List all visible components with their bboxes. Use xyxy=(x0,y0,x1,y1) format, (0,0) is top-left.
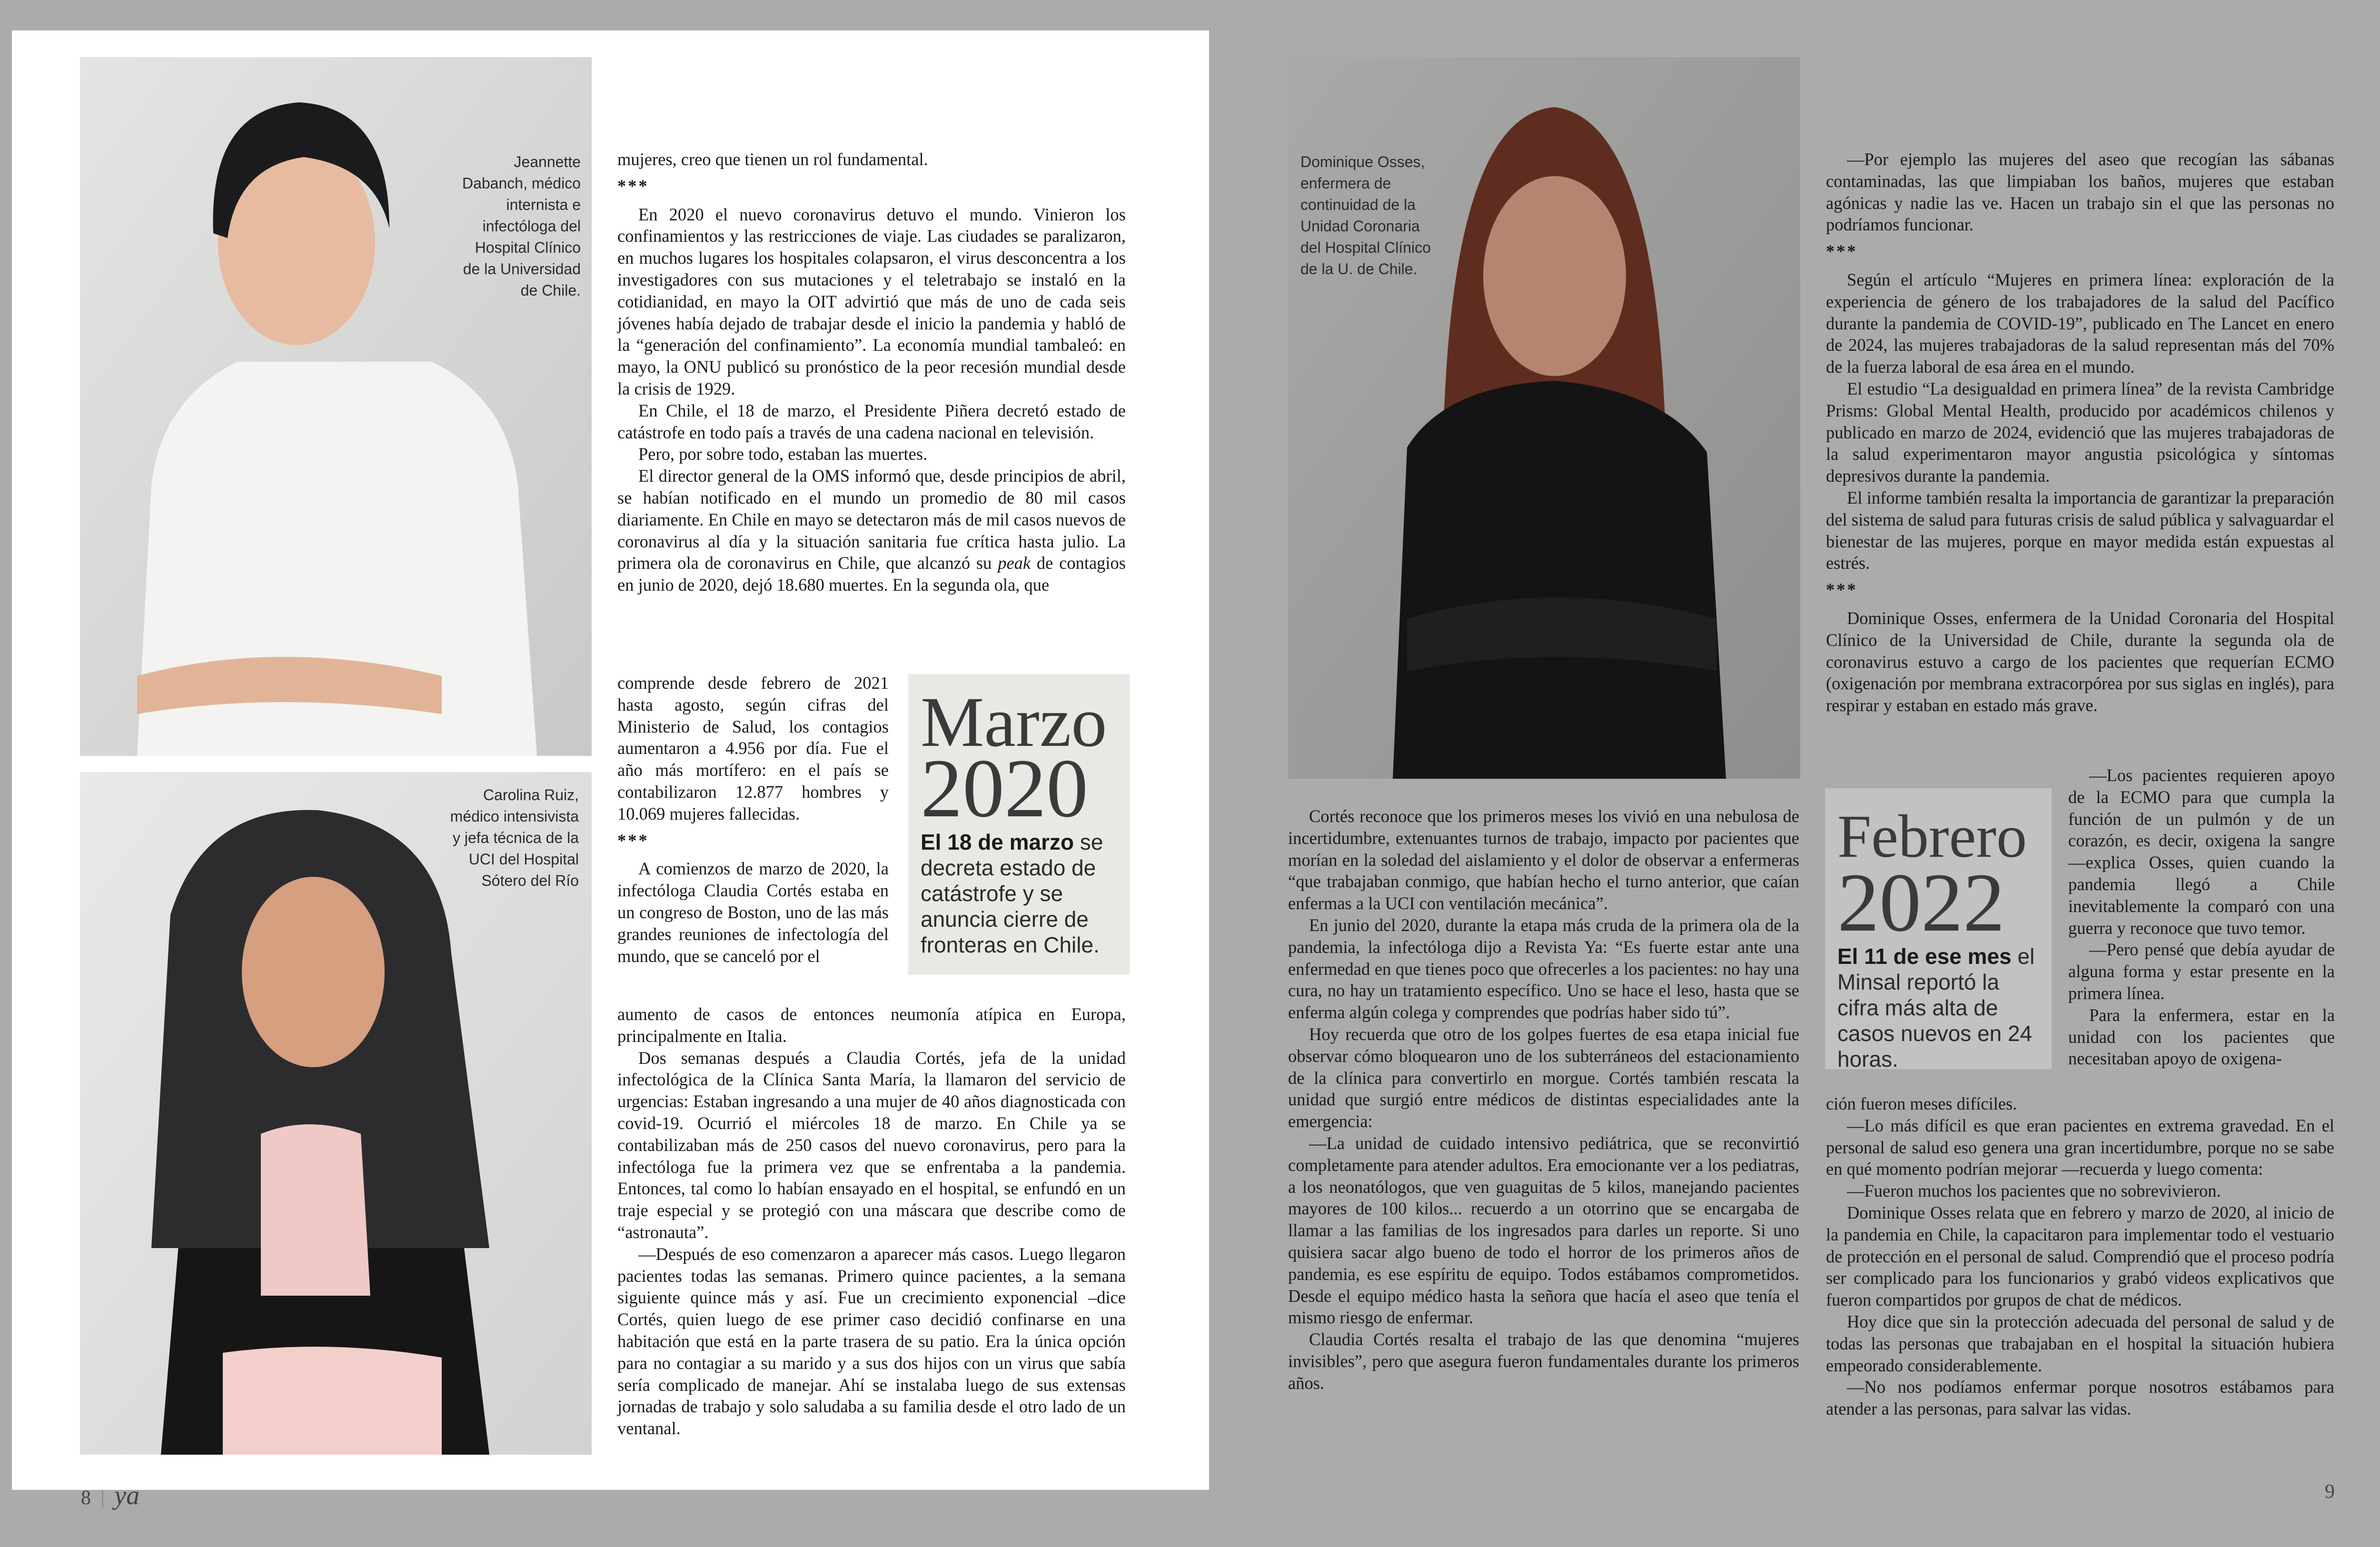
paragraph: Dos semanas después a Claudia Cortés, jefa de la unidad infectológica de la Clínica Santa María, la llamaron del servicio de urgencias: Estaban ingresando a una mujer de 40 años diagnosticada con covid-19. Ocurrió el miércoles 18 de marzo. En Chile ya se contabilizaban más de 250 casos del nuevo coronavirus, pero para la infectóloga fue la primera vez que se enfrentaba a la pandemia. Entonces, tal como lo habían ensayado en el hospital, se enfundó en un traje especial y se protegió con una máscara que describe como de “astronauta”. xyxy=(617,1048,1126,1242)
paragraph: Hoy dice que sin la protección adecuada del personal de salud y de todas las personas que trabajaban en el hospital la situación hubiera empeorado considerablemente. xyxy=(1826,1311,2334,1375)
paragraph: —Lo más difícil es que eran pacientes en extrema gravedad. En el personal de salud eso genera una gran incertidumbre, porque no se sabe en qué momento podrían mejorar —recuerda y luego comenta: xyxy=(1826,1115,2334,1179)
folio-separator: | xyxy=(100,1487,105,1509)
paragraph: Cortés reconoce que los primeros meses los vivió en una nebulosa de incertidumbre, extenuantes turnos de trabajo, impacto por pacientes que morían en la soledad del aislamiento y el dolor de observar a enfermeras “que trabajaban conmigo, que habían hecho el turno anterior, que caían enfermas a la UCI con ventilación mecánica”. xyxy=(1288,806,1799,913)
paragraph: A comienzos de marzo de 2020, la infectóloga Claudia Cortés estaba en un congreso de Boston, uno de las más grandes reuniones de infectología del mundo, que se canceló por el xyxy=(617,859,889,966)
callout-year: 2020 xyxy=(921,742,1088,835)
paragraph: Claudia Cortés resalta el trabajo de las que denomina “mujeres invisibles”, pero que asegura fueron fundamentales durante los primeros años. xyxy=(1288,1329,1799,1393)
paragraph: Dominique Osses relata que en febrero y marzo de 2020, al inicio de la pandemia en Chile, la capacitaron para implementar todo el vestuario de protección en el personal de salud. Comprendió que el proceso podría ser complicado para los funcionarios y grabó videos explicativos que fueron compartidos por grupos de chat de médicos. xyxy=(1826,1202,2334,1310)
folio-right xyxy=(2325,1480,2335,1503)
section-separator: *** xyxy=(617,830,649,850)
caption-right-photo: Dominique Osses, enfermera de continuidad de la Unidad Coronaria del Hospital Clínico de la U. de Chile. xyxy=(1300,153,1431,278)
callout-note: El 18 de marzo se decreta estado de catástrofe y se anuncia cierre de fronteras en Chile. xyxy=(921,830,1103,957)
right-body-column-2-bottom xyxy=(1826,1093,2334,1420)
left-body-column-bottom xyxy=(617,1003,1126,1439)
paragraph: aumento de casos de entonces neumonía atípica en Europa, principalmente en Italia. xyxy=(617,1004,1126,1046)
left-body-column-top xyxy=(617,149,1126,596)
magazine-logo: ya xyxy=(114,1481,140,1510)
callout-month: Febrero xyxy=(1837,803,2027,870)
paragraph: —Por ejemplo las mujeres del aseo que recogían las sábanas contaminadas, las que limpiaban los baños, mujeres que estaban agónicas y nadie las ve. Hacen un trabajo sin el que las personas no podríamos funcionar. xyxy=(1826,149,2334,235)
paragraph: El director general de la OMS informó que, desde principios de abril, se habían notificado en el mundo un promedio de 80 mil casos diariamente. En Chile en mayo se detectaron más de mil casos nuevos de coronavirus al día y la situación sanitaria fue crítica hasta julio. La primera ola de coronavirus en Chile, que alcanzó su peak de contagios en junio de 2020, dejó 18.680 muertes. En la segunda ola, que xyxy=(617,466,1126,595)
paragraph: Hoy recuerda que otro de los golpes fuertes de esa etapa inicial fue observar cómo bloquearon uno de los subterráneos del estacionamiento de la clínica para convertirlo en morgue. Cortés también rescata la unidad que surgió entre médicos de distintas especialidades ante la emergencia: xyxy=(1288,1024,1799,1131)
paragraph: Para la enfermera, estar en la unidad con los pacientes que necesitaban apoyo de oxigena- xyxy=(2068,1005,2335,1069)
callout-febrero-2022 xyxy=(1825,788,2052,1069)
paragraph: El informe también resalta la importancia de garantizar la preparación del sistema de salud para futuras crisis de salud pública y salvaguardar el bienestar de las mujeres, porque en mayor medida están expuestas al estrés. xyxy=(1826,487,2334,573)
paragraph: Dominique Osses, enfermera de la Unidad Coronaria del Hospital Clínico de la Universidad de Chile, durante la segunda ola de coronavirus estuvo a cargo de los pacientes que requerían ECMO (oxigenación por membrana extracorpórea por sus siglas en inglés), para respirar y estaban en estado más grave. xyxy=(1826,608,2334,715)
paragraph: comprende desde febrero de 2021 hasta agosto, según cifras del Ministerio de Salud, los contagios aumentaron a 4.956 por día. Fue el año más mortífero: en el país se contabilizaron 12.877 hombres y 10.069 mujeres fallecidas. xyxy=(617,673,889,823)
paragraph: —Los pacientes requieren apoyo de la ECMO para que cumpla la función de un pulmón y de un corazón, es decir, oxigena la sangre —explica Osses, quien cuando la pandemia llegó a Chile inevitablemente la comparó con una guerra y reconoce que tuvo temor. xyxy=(2068,765,2335,938)
callout-marzo-2020 xyxy=(908,674,1130,975)
caption-photo2: Carolina Ruiz, médico intensivista y jefa técnica de la UCI del Hospital Sótero del Río xyxy=(450,786,579,889)
section-separator: *** xyxy=(1826,580,1858,600)
paragraph: En 2020 el nuevo coronavirus detuvo el mundo. Vinieron los confinamientos y las restricciones de viaje. Las ciudades se paralizaron, en muchos lugares los hospitales colapsaron, el virus desconcentra a los investigadores con sus mutaciones y el teletrabajo se instaló en la cotidianidad, en mayo la OIT advirtió que más de uno de cada seis jóvenes había dejado de trabajar desde el inicio la pandemia y habló de la “generación del confinamiento”. La economía mundial tambaleó: en mayo, la ONU publicó su pronóstico de la peor recesión mundial desde la crisis de 1929. xyxy=(617,204,1126,398)
section-separator: *** xyxy=(1826,241,1858,261)
paragraph: —Pero pensé que debía ayudar de alguna forma y estar presente en la primera línea. xyxy=(2068,940,2335,1003)
paragraph: —No nos podíamos enfermar porque nosotros estábamos para atender a las personas, para salvar las vidas. xyxy=(1826,1377,2334,1419)
paragraph: —Después de eso comenzaron a aparecer más casos. Luego llegaron pacientes todas las semanas. Primero quince pacientes, a la semana siguiente quince más y así. Fue un crecimiento exponencial –dice Cortés, quien luego de ese primer caso decidió confinarse en una habitación que está en la parte trasera de su patio. Era la única opción para no contagiar a su marido y a sus dos hijos con un virus que sabía sería complicado de manejar. Ahí se instalaba luego de sus extensas jornadas de trabajo y solo saludaba a su familia desde el otro lado de un ventanal. xyxy=(617,1244,1126,1438)
right-body-column-1 xyxy=(1288,805,1799,1394)
caption-photo1: Jeannette Dabanch, médico internista e infectóloga del Hospital Clínico de la Universidad de Chile. xyxy=(462,153,581,299)
paragraph: —La unidad de cuidado intensivo pediátrica, que se reconvirtió completamente para atender adultos. Era emocionante ver a los pediatras, a los neonatólogos, que ven guaguitas de 5 kilos, manejando pacientes mayores de 100 kilos... recuerdo a un otorrino que se encargaba de llamar a las familias de los ingresados para darles un reporte. Si uno quisiera sacar algo bueno de todo el horror de los primeros años de pandemia, es ese espíritu de equipo. Todos estábamos comprometidos. Desde el equipo médico hasta la señora que hacía el aseo que tenía el mismo riesgo de enfermar. xyxy=(1288,1133,1799,1328)
right-body-column-2-beside-callout xyxy=(2068,764,2335,1070)
callout-year: 2022 xyxy=(1837,856,2005,949)
left-body-column-beside-callout xyxy=(617,672,889,967)
paragraph: —Fueron muchos los pacientes que no sobrevivieron. xyxy=(1847,1181,2221,1201)
paragraph: El estudio “La desigualdad en primera línea” de la revista Cambridge Prisms: Global Mental Health, producido por académicos chilenos y publicado en marzo de 2024, evidenció que las mujeres trabajadoras de la salud experimentaron mayor angustia psicológica y síntomas depresivos durante la pandemia. xyxy=(1826,378,2334,486)
callout-month: Marzo xyxy=(921,683,1107,762)
paragraph: En Chile, el 18 de marzo, el Presidente Piñera decretó estado de catástrofe en todo país a través de una cadena nacional en televisión. xyxy=(617,400,1126,442)
paragraph: mujeres, creo que tienen un rol fundamental. xyxy=(617,149,928,169)
folio-left xyxy=(81,1480,139,1511)
paragraph: ción fueron meses difíciles. xyxy=(1826,1094,2017,1113)
right-body-column-2-top xyxy=(1826,149,2334,716)
callout-note: El 11 de ese mes el Minsal reportó la cifra más alta de casos nuevos en 24 horas. xyxy=(1837,944,2035,1071)
paragraph: Pero, por sobre todo, estaban las muertes. xyxy=(638,444,928,464)
page-number: 8 xyxy=(81,1487,91,1509)
section-separator: *** xyxy=(617,176,649,196)
paragraph: En junio del 2020, durante la etapa más cruda de la primera ola de la pandemia, la infectóloga dijo a Revista Ya: “Es fuerte estar ante una enfermedad en que tienes poco que ofrecerles a los pacientes: no hay una cura, no hay un tratamiento específico. Uno se hace el leso, hasta que se enferma algún colega y comprendes que podrías haber sido tú”. xyxy=(1288,915,1799,1022)
page-number: 9 xyxy=(2325,1481,2335,1503)
paragraph: Según el artículo “Mujeres en primera línea: exploración de la experiencia de género de los trabajadores de la salud del Pacífico durante la pandemia de COVID-19”, publicado en The Lancet en enero de 2024, las mujeres trabajadoras de la salud representan más del 70% de la fuerza laboral de esa área en el mundo. xyxy=(1826,269,2334,377)
